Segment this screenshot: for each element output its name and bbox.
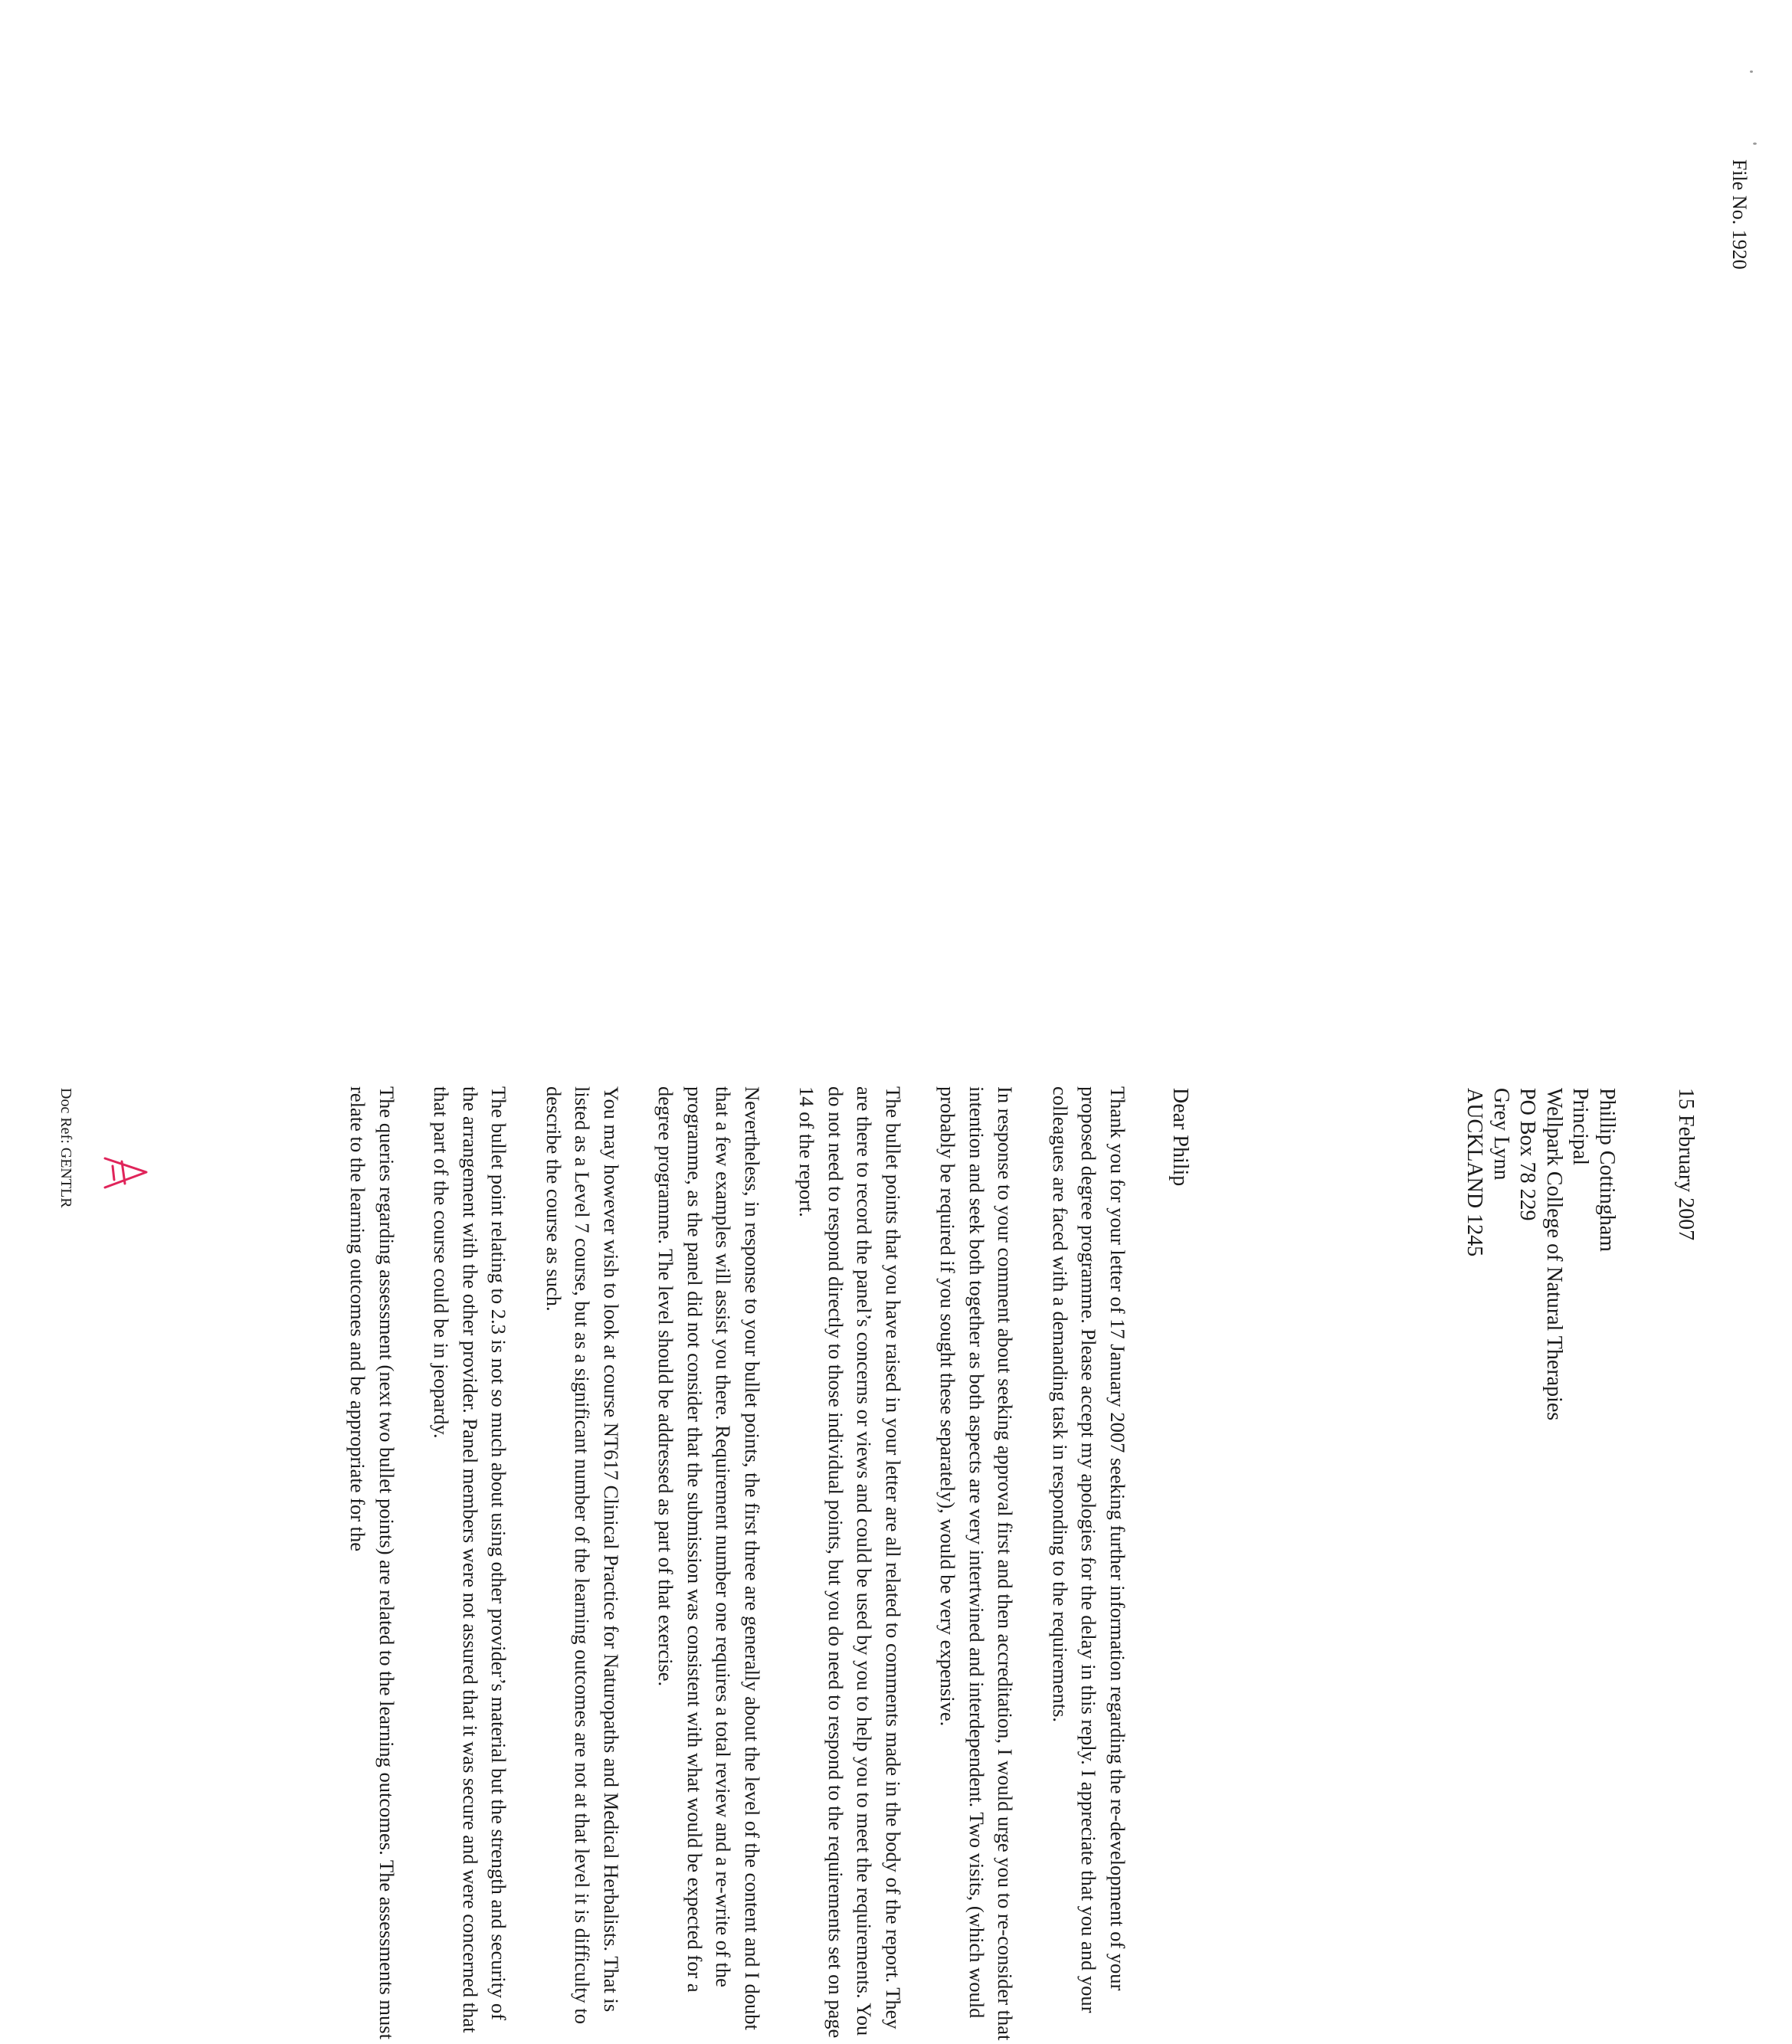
doc-reference: Doc Ref: GENTLR xyxy=(57,1088,74,1208)
body-paragraph: In response to your comment about seeking approval first and then accreditation, I would urge you to re-consider that intention and seek both together as both aspects are very intertwined and interdependent. Two visits, (which would probably be required if you sought these separately), would be very expensive. xyxy=(936,1086,1017,2041)
address-line: Grey Lynn xyxy=(1489,1088,1513,1181)
scan-speck xyxy=(1753,142,1757,145)
body-paragraph: Nevertheless, in response to your bullet points, the first three are generally about the level of the content and I doubt that a few examples will assist you there. Requirement number one requires a total review and a re-write of the programme, as the panel did not consider that the submission was consistent with what would be expected for a degree programme. The level should be addressed as part of that exercise. xyxy=(654,1086,764,2030)
handwritten-mark-icon xyxy=(91,1149,153,1195)
address-line: Phillip Cottingham xyxy=(1595,1088,1619,1252)
body-paragraph: The bullet point relating to 2.3 is not so much about using other provider’s material but the strength and security of the arrangement with the other provider. Panel members were not assured that it was secure and were concerned that that part of the course could be in jeopardy. xyxy=(430,1086,511,2033)
recipient-address xyxy=(1461,1088,1620,1420)
file-number: File No. 1920 xyxy=(1728,159,1751,270)
address-line: Wellpark College of Natural Therapies xyxy=(1542,1088,1566,1421)
body-paragraph: Thank you for your letter of 17 January 2007 seeking further information regarding the re-development of your proposed degree programme. Please accept my apologies for the delay in this reply. I appreciate that you and your colleagues are faced with a demanding task in responding to the requirements. xyxy=(1049,1086,1129,2013)
body-paragraph: You may however wish to look at course NT617 Clinical Practice for Naturopaths and Medical Herbalists. That is listed as a Level 7 course, but as a significant number of the learning outcomes are not at that level it is difficulty to describe the course as such. xyxy=(542,1086,623,2025)
body-paragraph: The queries regarding assessment (next two bullet points) are related to the learning outcomes. The assessments must relate to the learning outcomes and be appropriate for the xyxy=(346,1086,398,2039)
salutation: Dear Philip xyxy=(1168,1088,1192,1187)
address-line: PO Box 78 229 xyxy=(1515,1088,1540,1221)
address-line: AUCKLAND 1245 xyxy=(1463,1088,1487,1257)
letter-body xyxy=(317,1086,1132,2044)
address-line: Principal xyxy=(1568,1088,1593,1166)
letter-date: 15 February 2007 xyxy=(1674,1088,1698,1241)
scan-speck xyxy=(1750,70,1753,73)
body-paragraph: The bullet points that you have raised in your letter are all related to comments made in the body of the report. They are there to record the panel’s concerns or views and could be used by you to help you to meet the requirements. You do not need to respond directly to those individual points, but you do need to respond to the requirements set on page 14 of the report. xyxy=(795,1086,905,2039)
